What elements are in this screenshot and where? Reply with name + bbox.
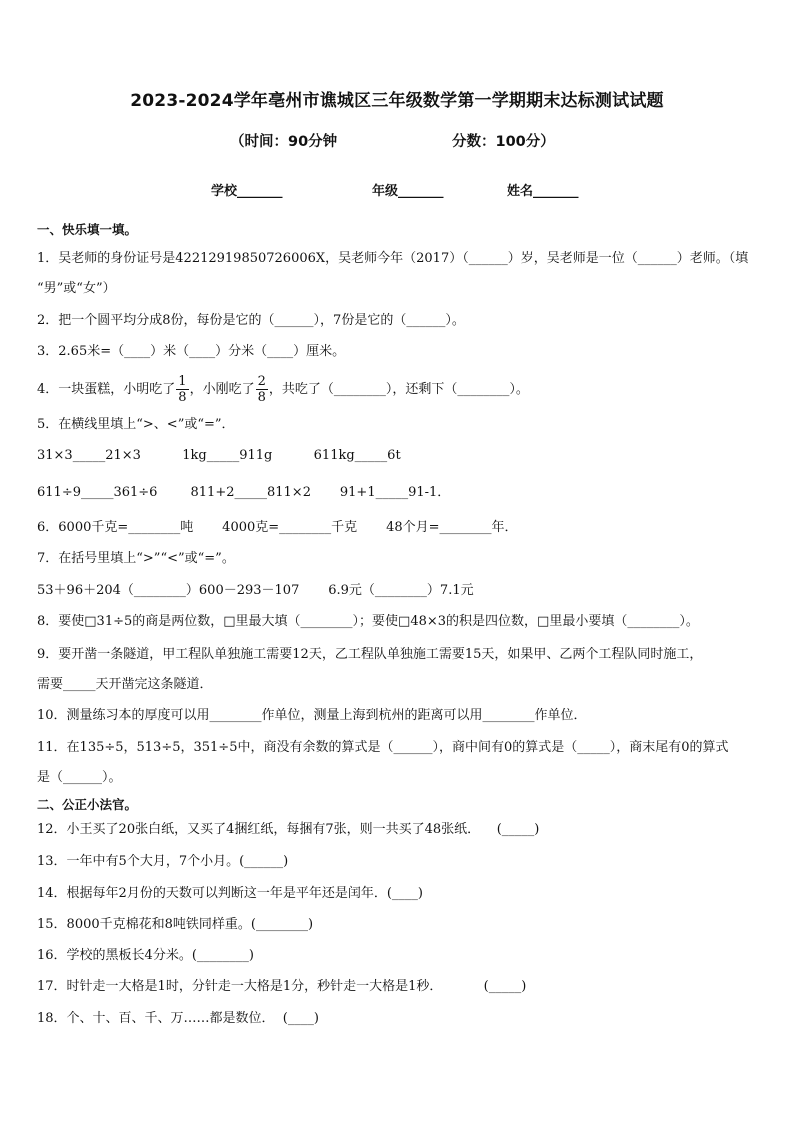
question-4-text-3: ，共吃了（________），还剩下（________）。	[268, 382, 529, 397]
question-8: 8．要使□31÷5的商是两位数，□里最大填（________）；要使□48×3的积是四位数，□里最小要填（________）。	[37, 614, 699, 629]
school-field: 学校_______	[211, 184, 283, 199]
grade-field: 年级_______	[372, 184, 444, 199]
question-5-row-1: 31×3_____21×3 1kg_____911g 611kg_____6t	[37, 448, 401, 463]
question-7-row: 53＋96＋204（________）600－293－107 6.9元（________）7.1元	[37, 583, 474, 598]
exam-time: （时间：90分钟	[230, 134, 338, 150]
question-9-line-2: 需要_____天开凿完这条隧道．	[37, 677, 213, 692]
fraction-numerator: 2	[257, 374, 266, 389]
question-6: 6．6000千克=________吨 4000克=________千克 48个月=________年．	[37, 520, 518, 535]
question-12: 12．小王买了20张白纸，又买了4捆红纸，每捆有7张，则一共买了48张纸． (_____)	[37, 822, 540, 837]
question-11-line-1: 11．在135÷5，513÷5，351÷5中，商没有余数的算式是（______），商中间有0的算式是（_____），商末尾有0的算式	[37, 740, 729, 755]
fraction-two-eighths	[256, 374, 268, 405]
question-4-text-2: ，小刚吃了	[189, 382, 255, 397]
question-1-line-1: 1．吴老师的身份证号是42212919850726006X，吴老师今年（2017）（______）岁，吴老师是一位（______）老师。（填	[37, 251, 749, 266]
question-2: 2．把一个圆平均分成8份，每份是它的（______），7份是它的（______）。	[37, 313, 465, 328]
question-1-line-2: “男”或“女”）	[37, 281, 116, 296]
name-field: 姓名_______	[507, 184, 579, 199]
question-9-line-1: 9．要开凿一条隧道，甲工程队单独施工需要12天，乙工程队单独施工需要15天，如果甲、乙两个工程队同时施工，	[37, 647, 703, 662]
question-4-text-1: 4．一块蛋糕，小明吃了	[37, 382, 176, 397]
fraction-numerator: 1	[178, 374, 187, 389]
question-14: 14．根据每年2月份的天数可以判断这一年是平年还是闰年．(____)	[37, 886, 423, 901]
question-5-prompt: 5．在横线里填上“>、<”或“=”．	[37, 417, 235, 432]
question-3: 3．2.65米=（____）米（____）分米（____）厘米。	[37, 344, 346, 359]
question-10: 10．测量练习本的厚度可以用________作单位，测量上海到杭州的距离可以用________作单位．	[37, 708, 587, 723]
exam-score: 分数：100分）	[452, 134, 555, 150]
page-title: 2023-2024学年亳州市谯城区三年级数学第一学期期末达标测试试题	[130, 91, 664, 111]
section-2-heading: 二、公正小法官。	[37, 797, 138, 812]
section-1-heading: 一、快乐填一填。	[37, 222, 138, 237]
question-15: 15．8000千克棉花和8吨铁同样重。(________)	[37, 917, 314, 932]
question-13: 13．一年中有5个大月，7个小月。(______)	[37, 854, 289, 869]
question-4	[37, 372, 529, 408]
question-16: 16．学校的黑板长4分米。(________)	[37, 948, 254, 963]
fraction-denominator: 8	[257, 390, 266, 405]
question-18: 18．个、十、百、千、万……都是数位． (____)	[37, 1011, 319, 1026]
question-17: 17．时针走一大格是1时，分针走一大格是1分，秒针走一大格是1秒． (_____)	[37, 979, 527, 994]
question-7-prompt: 7．在括号里填上“>”“<”或“=”。	[37, 551, 235, 566]
question-5-row-2: 611÷9_____361÷6 811+2_____811×2 91+1_____91-1．	[37, 485, 451, 500]
fraction-denominator: 8	[178, 390, 187, 405]
question-11-line-2: 是（______）。	[37, 770, 122, 785]
fraction-one-eighth	[176, 374, 188, 405]
